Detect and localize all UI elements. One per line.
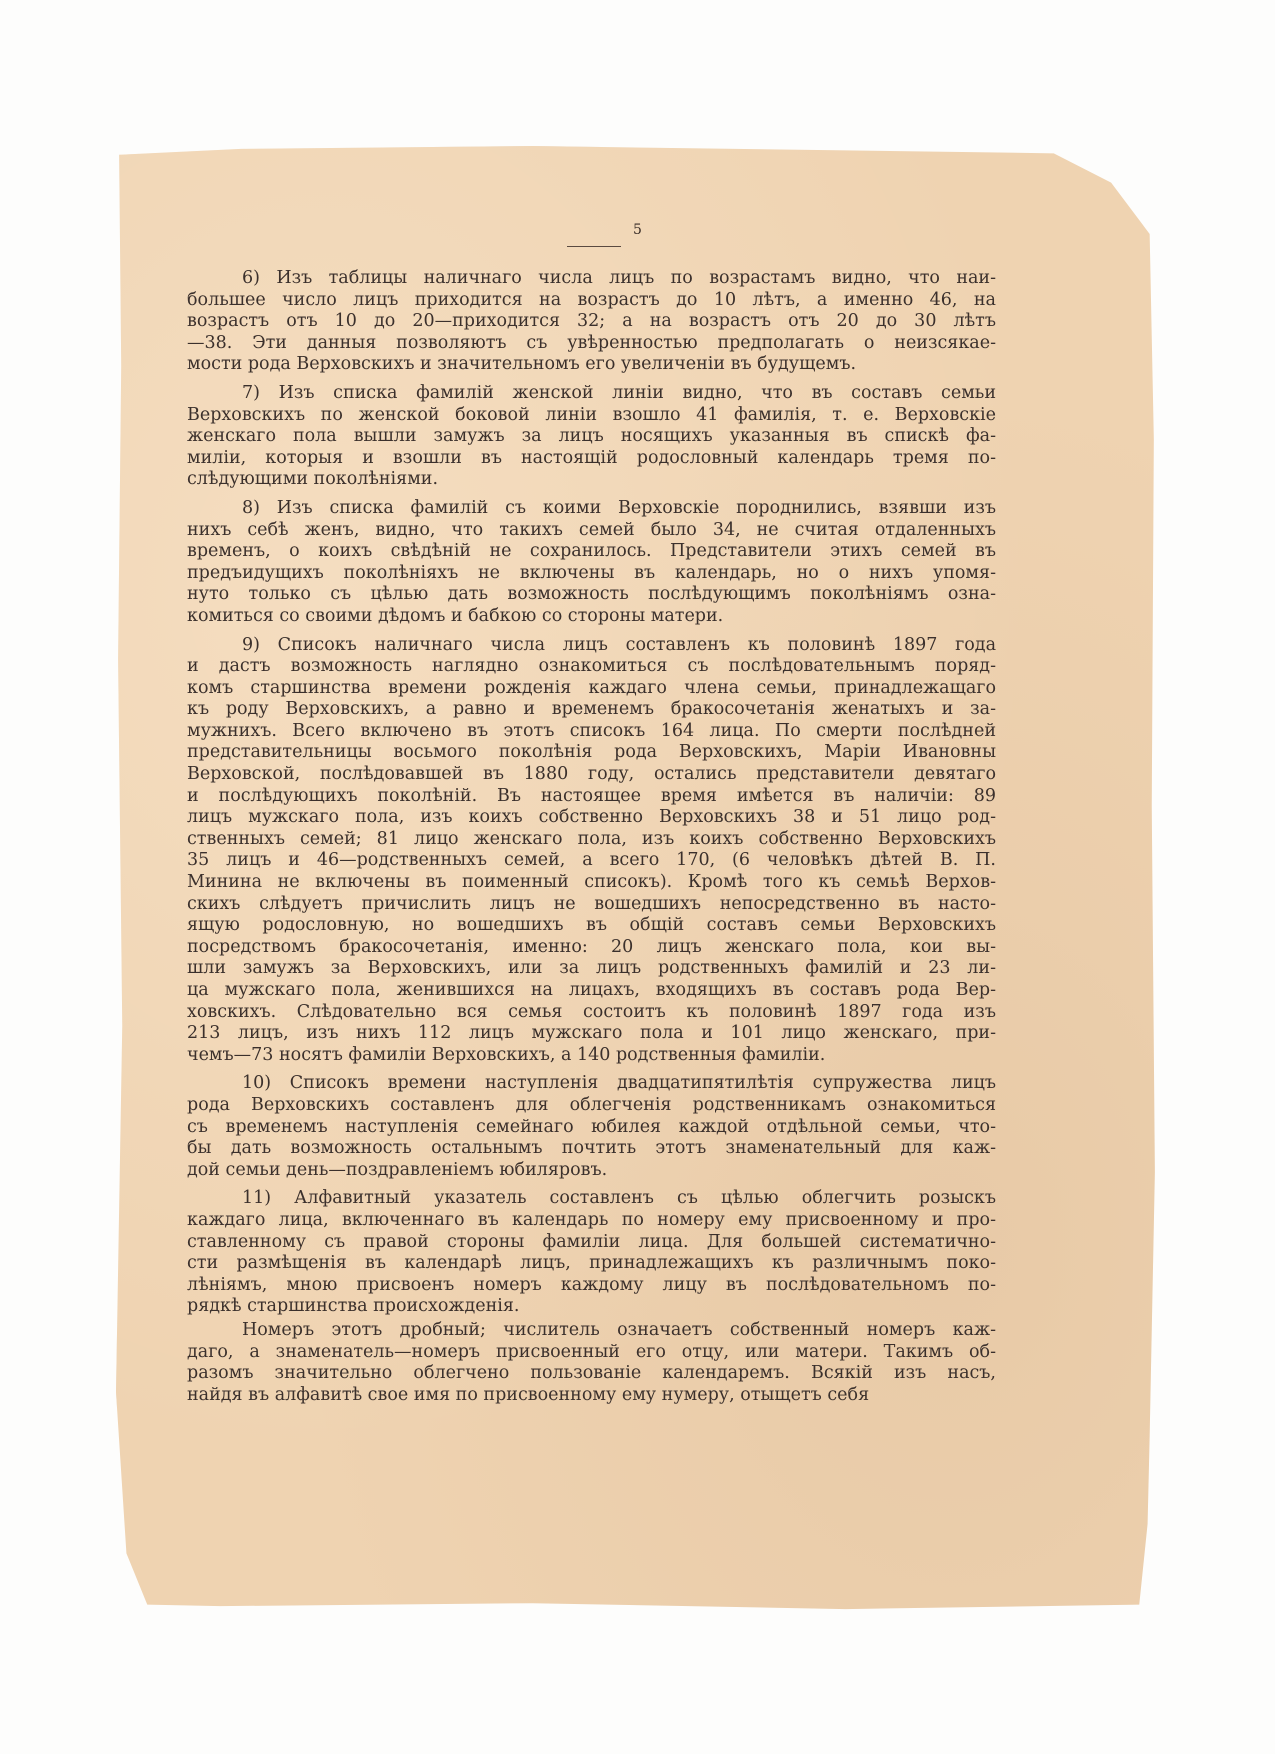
text-line: 9) Списокъ наличнаго числа лицъ составленъ къ половинѣ 1897 года (242, 634, 996, 655)
text-line: сти размѣщенія въ календарѣ лицъ, принадлежащихъ къ различнымъ поко- (187, 1253, 996, 1274)
paragraph-p6 (187, 268, 996, 376)
text-line: 35 лицъ и 46—родственныхъ семей, а всего 170, (6 человѣкъ дѣтей В. П. (187, 850, 996, 871)
text-line: каждаго лица, включеннаго въ календарь по номеру ему присвоенному и про- (187, 1209, 996, 1230)
text-line: 11) Алфавитный указатель составленъ съ цѣлью облегчить розыскъ (242, 1188, 996, 1209)
text-line: 7) Изъ списка фамилій женской линіи видно, что въ составъ семьи (242, 382, 996, 403)
text-line: найдя въ алфавитѣ свое имя по присвоенному ему нумеру, отыщетъ себя (187, 1384, 870, 1405)
text-line: лѣніямъ, мною присвоенъ номеръ каждому лицу въ послѣдовательномъ по- (187, 1274, 996, 1295)
paragraph-p7 (187, 383, 996, 491)
text-line: предъидущихъ поколѣніяхъ не включены въ календарь, но о нихъ упомя- (187, 562, 996, 583)
text-line: ящую родословную, но вошедшихъ въ общій составъ семьи Верховскихъ (187, 915, 996, 936)
text-line: комиться со своими дѣдомъ и бабкою со стороны матери. (187, 605, 724, 626)
text-line: большее число лицъ приходится на возрастъ до 10 лѣтъ, а именно 46, на (187, 289, 996, 310)
text-line: 8) Изъ списка фамилій съ коими Верховскіе породнились, взявши изъ (242, 497, 996, 518)
text-line: Номеръ этотъ дробный; числитель означаетъ собственный номеръ каж- (242, 1319, 996, 1340)
paragraph-p11 (187, 1188, 996, 1318)
page-number: 5 (633, 222, 642, 238)
text-line: чемъ—73 носятъ фамиліи Верховскихъ, а 140 родственныя фамиліи. (187, 1044, 826, 1065)
text-line: дой семьи день—поздравленіемъ юбиляровъ. (187, 1159, 608, 1180)
paragraph-p12 (187, 1320, 996, 1406)
text-line: къ роду Верховскихъ, а равно и временемъ бракосочетанія женатыхъ и за- (187, 699, 996, 720)
paragraph-p9 (187, 635, 996, 1067)
text-line: и послѣдующихъ поколѣній. Въ настоящее время имѣется въ наличіи: 89 (187, 785, 996, 806)
text-line: миліи, которыя и взошли въ настоящій родословный календарь тремя по- (187, 447, 996, 468)
text-line: комъ старшинства времени рожденія каждаго члена семьи, принадлежащаго (187, 677, 996, 698)
text-line: Верховской, послѣдовавшей въ 1880 году, остались представители девятаго (187, 764, 996, 785)
text-line: временъ, о коихъ свѣдѣній не сохранилось. Представители этихъ семей въ (187, 541, 996, 562)
page-number-rule (567, 246, 621, 247)
text-line: ца мужскаго пола, женившихся на лицахъ, входящихъ въ составъ рода Вер- (187, 980, 996, 1000)
text-line: мужнихъ. Всего включено въ этотъ списокъ 164 лица. По смерти послѣдней (187, 720, 996, 741)
text-line: женскаго пола вышли замужъ за лицъ носящихъ указанныя въ спискѣ фа- (187, 426, 996, 447)
text-line: лицъ мужскаго пола, изъ коихъ собственно Верховскихъ 38 и 51 лицо род- (187, 807, 996, 828)
text-line: мости рода Верховскихъ и значительномъ его увеличеніи въ будущемъ. (187, 354, 857, 375)
text-line: рода Верховскихъ составленъ для облегченія родственникамъ ознакомиться (187, 1094, 996, 1115)
text-line: и дастъ возможность наглядно ознакомиться съ послѣдовательнымъ поряд- (187, 656, 996, 677)
text-line: 213 лицъ, изъ нихъ 112 лицъ мужскаго пола и 101 лицо женскаго, при- (187, 1023, 996, 1044)
text-line: возрастъ отъ 10 до 20—приходится 32; а на возрастъ отъ 20 до 30 лѣтъ (187, 311, 996, 332)
paragraph-p8 (187, 498, 996, 628)
text-line: Верховскихъ по женской боковой линіи взошло 41 фамилія, т. е. Верховскіе (187, 404, 996, 425)
text-line: съ временемъ наступленія семейнаго юбилея каждой отдѣльной семьи, что- (187, 1116, 996, 1137)
body-text (187, 268, 996, 1406)
text-line: Минина не включены въ поименный списокъ). Кромѣ того къ семьѣ Верхов- (187, 872, 996, 893)
text-line: посредствомъ бракосочетанія, именно: 20 лицъ женскаго пола, кои вы- (187, 936, 996, 957)
text-line: даго, а знаменатель—номеръ присвоенный его отцу, или матери. Такимъ об- (187, 1341, 996, 1362)
text-line: скихъ слѣдуетъ причислить лицъ не вошедшихъ непосредственно въ насто- (187, 893, 996, 914)
text-line: разомъ значительно облегчено пользованіе календаремъ. Всякій изъ насъ, (187, 1363, 996, 1384)
text-line: 10) Списокъ времени наступленія двадцатипятилѣтія супружества лицъ (242, 1073, 996, 1094)
text-line: нихъ себѣ женъ, видно, что такихъ семей было 34, не считая отдаленныхъ (187, 519, 996, 540)
text-line: бы дать возможность остальнымъ почтить этотъ знаменательный для каж- (187, 1138, 996, 1159)
text-line: слѣдующими поколѣніями. (187, 469, 439, 490)
text-line: нуто только съ цѣлью дать возможность послѣдующимъ поколѣніямъ озна- (187, 584, 996, 605)
text-line: шли замужъ за Верховскихъ, или за лицъ родственныхъ фамилій и 23 ли- (187, 958, 996, 979)
text-line: ховскихъ. Слѣдовательно вся семья состоитъ къ половинѣ 1897 года изъ (187, 1001, 996, 1022)
text-line: 6) Изъ таблицы наличнаго числа лицъ по возрастамъ видно, что наи- (242, 268, 996, 288)
text-line: —38. Эти данныя позволяютъ съ увѣренностью предполагать о неизсякае- (187, 332, 996, 353)
paragraph-p10 (187, 1073, 996, 1181)
text-line: рядкѣ старшинства происхожденія. (187, 1296, 520, 1317)
text-line: ственныхъ семей; 81 лицо женскаго пола, изъ коихъ собственно Верховскихъ (187, 828, 996, 849)
text-line: ставленному съ правой стороны фамиліи лица. Для большей систематично- (187, 1231, 996, 1252)
text-line: представительницы восьмого поколѣнія рода Верховскихъ, Маріи Ивановны (187, 742, 996, 763)
